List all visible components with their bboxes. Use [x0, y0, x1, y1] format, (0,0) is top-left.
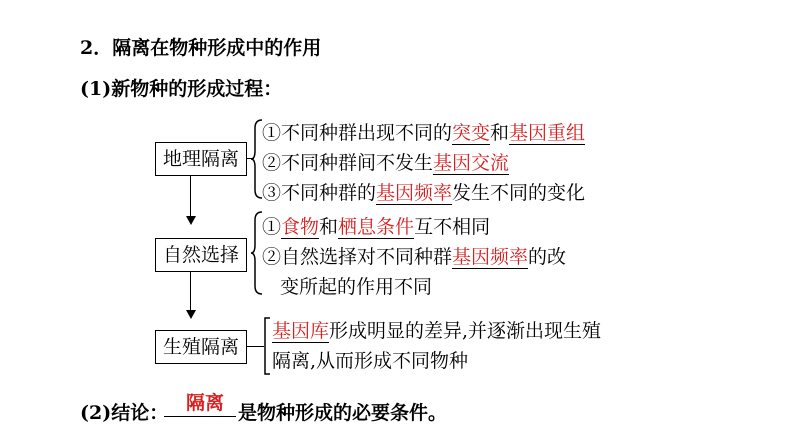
box-natural-selection: 自然选择: [155, 238, 247, 272]
nat-item-1: ①食物和栖息条件互不相同: [262, 216, 491, 238]
answer-gene-flow: 基因交流: [433, 152, 510, 174]
nat-item-3: 变所起的作用不同: [280, 276, 433, 298]
conclusion-label: (2)结论：: [80, 402, 169, 424]
subsection-title: (1)新物种的形成过程：: [80, 78, 283, 100]
answer-gene-frequency: 基因频率: [376, 182, 453, 204]
answer-recombination: 基因重组: [509, 122, 586, 144]
geo-item-1: ①不同种群出现不同的突变和基因重组: [262, 122, 586, 144]
conclusion-text: 是物种形成的必要条件。: [238, 402, 448, 424]
answer-blank: [164, 392, 236, 417]
geo-item-3: ③不同种群的基因频率发生不同的变化: [262, 182, 586, 204]
rep-item-2: 隔离,从而形成不同物种: [272, 350, 469, 372]
arrow-line: [190, 176, 191, 216]
answer-isolation: 隔离: [186, 392, 225, 414]
answer-habitat: 栖息条件: [338, 216, 415, 238]
arrow-down-icon: [186, 216, 196, 225]
arrow-line: [190, 272, 191, 310]
box-geographic-isolation: 地理隔离: [155, 142, 247, 176]
nat-item-2: ②自然选择对不同种群基因频率的改: [262, 246, 567, 268]
box-reproductive-isolation: 生殖隔离: [155, 330, 247, 364]
answer-mutation: 突变: [452, 122, 491, 144]
answer-food: 食物: [281, 216, 320, 238]
geo-item-2: ②不同种群间不发生基因交流: [262, 152, 510, 174]
rep-item-1: 基因库形成明显的差异,并逐渐出现生殖: [272, 320, 602, 342]
answer-gene-frequency-2: 基因频率: [452, 246, 529, 268]
arrow-down-icon: [186, 310, 196, 319]
section-title: 2．隔离在物种形成中的作用: [80, 37, 322, 59]
bracket-icon: [262, 316, 272, 376]
answer-gene-pool: 基因库: [272, 320, 330, 342]
